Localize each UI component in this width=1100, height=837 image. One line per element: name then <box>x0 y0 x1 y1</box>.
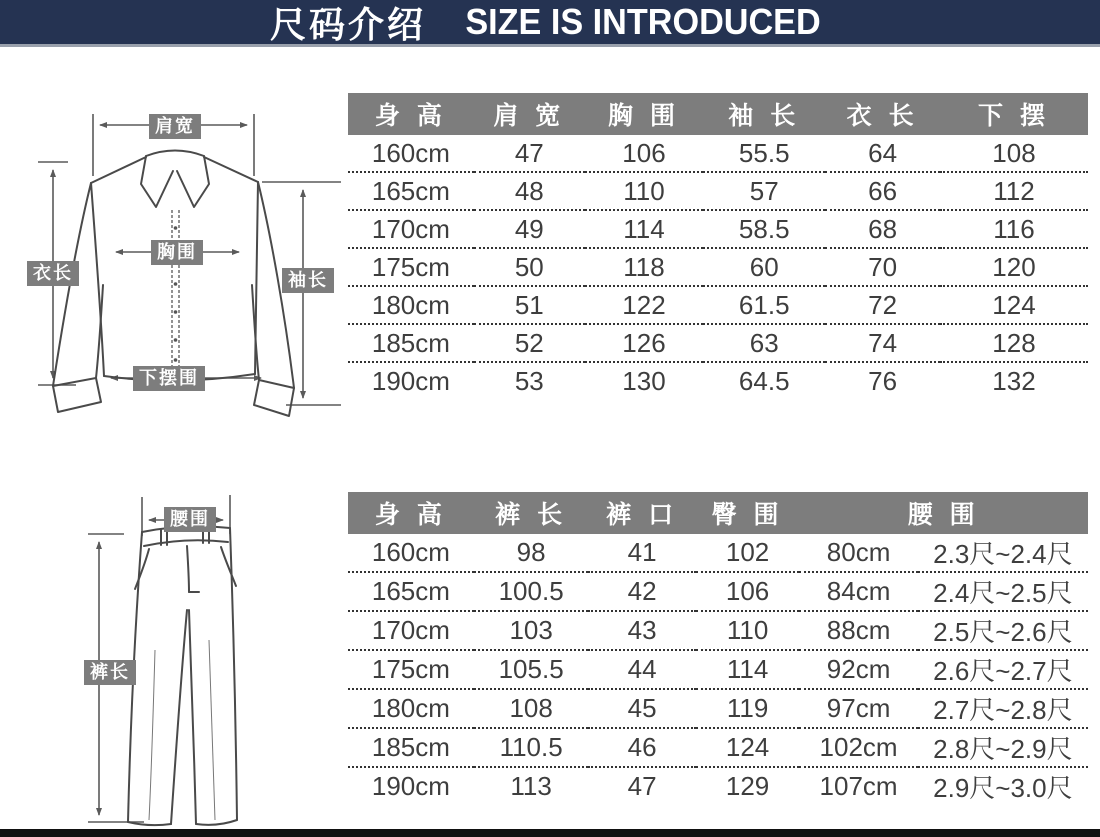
table-cell: 124 <box>696 728 800 767</box>
column-header: 身 高 <box>348 93 474 135</box>
table-cell: 160cm <box>348 135 474 172</box>
table-cell: 180cm <box>348 689 474 728</box>
table-cell: 50 <box>474 248 585 286</box>
table-row <box>348 650 1088 689</box>
table-cell: 70 <box>825 248 940 286</box>
table-cell: 76 <box>868 365 898 396</box>
shirt-table-header <box>348 93 1088 135</box>
table-cell: 53 <box>514 365 544 396</box>
table-cell: 60 <box>703 248 825 286</box>
table-cell: 45 <box>588 689 695 728</box>
table-row <box>348 728 1088 767</box>
table-row <box>348 324 1088 362</box>
table-cell: 175cm <box>348 650 474 689</box>
column-header: 腰 围 <box>799 492 1088 534</box>
pants-measurement-diagram <box>60 470 350 837</box>
table-cell: 102 <box>696 534 800 572</box>
hem-label: 下摆围 <box>133 366 205 391</box>
table-cell: 165cm <box>348 172 474 210</box>
table-cell: 113 <box>510 771 552 801</box>
table-cell: 44 <box>588 650 695 689</box>
table-cell: 57 <box>703 172 825 210</box>
table-cell: 2.4尺~2.5尺 <box>918 572 1088 611</box>
pants-outline <box>128 526 237 825</box>
table-cell: 63 <box>703 324 825 362</box>
table-cell: 41 <box>588 534 695 572</box>
table-row <box>348 286 1088 324</box>
table-cell: 64 <box>825 135 940 172</box>
table-cell: 170cm <box>348 611 474 650</box>
table-cell: 106 <box>696 572 800 611</box>
table-cell: 2.9尺~3.0尺 <box>933 773 1073 803</box>
table-cell: 190cm <box>371 365 450 396</box>
column-header: 裤 长 <box>474 492 589 534</box>
pants-table-header <box>348 492 1088 534</box>
table-row <box>348 248 1088 286</box>
table-cell: 165cm <box>348 572 474 611</box>
page-title-english: SIZE IS INTRODUCED <box>465 1 821 42</box>
shirt-measurement-diagram <box>0 60 345 425</box>
table-cell: 92cm <box>799 650 917 689</box>
table-cell: 114 <box>585 210 703 248</box>
table-cell: 105.5 <box>474 650 589 689</box>
waist-label: 腰围 <box>164 507 216 532</box>
table-cell: 46 <box>588 728 695 767</box>
table-cell: 180cm <box>348 286 474 324</box>
pants-table-body <box>348 534 1088 805</box>
table-cell: 102cm <box>799 728 917 767</box>
table-cell: 110 <box>585 172 703 210</box>
table-row <box>348 689 1088 728</box>
pants-table-header-row <box>348 492 1088 534</box>
table-cell: 116 <box>940 210 1088 248</box>
table-cell: 42 <box>588 572 695 611</box>
table-cell: 66 <box>825 172 940 210</box>
table-cell: 88cm <box>799 611 917 650</box>
table-cell: 124 <box>940 286 1088 324</box>
table-cell: 103 <box>474 611 589 650</box>
table-cell: 47 <box>474 135 585 172</box>
table-cell: 49 <box>474 210 585 248</box>
table-cell: 108 <box>940 135 1088 172</box>
column-header: 臀 围 <box>696 492 800 534</box>
column-header: 袖 长 <box>703 93 825 135</box>
table-cell: 43 <box>588 611 695 650</box>
table-cell: 51 <box>474 286 585 324</box>
table-cell: 120 <box>940 248 1088 286</box>
table-cell: 185cm <box>348 324 474 362</box>
table-cell: 47 <box>627 771 657 801</box>
pants-crease-right <box>209 640 215 820</box>
sleeve-length-label: 袖长 <box>282 268 334 293</box>
table-row <box>348 611 1088 650</box>
table-cell: 110.5 <box>474 728 589 767</box>
shirt-size-table <box>348 93 1088 399</box>
table-cell: 114 <box>696 650 800 689</box>
table-cell: 128 <box>940 324 1088 362</box>
bottom-divider-bar <box>0 829 1100 837</box>
shirt-table-body <box>348 135 1088 399</box>
table-row <box>348 135 1088 172</box>
table-cell: 185cm <box>348 728 474 767</box>
table-cell: 48 <box>474 172 585 210</box>
table-cell: 170cm <box>348 210 474 248</box>
table-cell: 97cm <box>799 689 917 728</box>
table-row <box>348 210 1088 248</box>
table-cell: 61.5 <box>703 286 825 324</box>
shoulder-width-label: 肩宽 <box>149 114 201 139</box>
table-row <box>348 362 1088 399</box>
table-cell: 72 <box>825 286 940 324</box>
table-cell: 52 <box>474 324 585 362</box>
table-cell: 2.7尺~2.8尺 <box>918 689 1088 728</box>
table-cell: 2.3尺~2.4尺 <box>918 534 1088 572</box>
pants-size-table <box>348 492 1088 805</box>
table-cell: 190cm <box>371 771 450 801</box>
table-cell: 126 <box>585 324 703 362</box>
table-cell: 122 <box>585 286 703 324</box>
table-row <box>348 572 1088 611</box>
table-cell: 58.5 <box>703 210 825 248</box>
page-title-banner <box>0 0 1100 47</box>
table-cell: 64.5 <box>738 365 790 396</box>
shirt-table-header-row <box>348 93 1088 135</box>
table-cell: 2.6尺~2.7尺 <box>918 650 1088 689</box>
table-cell: 110 <box>696 611 800 650</box>
table-cell: 112 <box>940 172 1088 210</box>
table-row <box>348 767 1088 805</box>
table-cell: 132 <box>992 365 1036 396</box>
column-header: 衣 长 <box>825 93 940 135</box>
pants-crease-left <box>149 650 155 820</box>
table-row <box>348 534 1088 572</box>
table-cell: 119 <box>696 689 800 728</box>
column-header: 下 摆 <box>940 93 1088 135</box>
table-cell: 108 <box>474 689 589 728</box>
column-header: 身 高 <box>348 492 474 534</box>
column-header: 肩 宽 <box>474 93 585 135</box>
garment-length-label: 衣长 <box>27 261 79 286</box>
table-cell: 2.5尺~2.6尺 <box>918 611 1088 650</box>
table-cell: 98 <box>474 534 589 572</box>
column-header: 胸 围 <box>585 93 703 135</box>
table-cell: 100.5 <box>474 572 589 611</box>
table-cell: 84cm <box>799 572 917 611</box>
pants-length-label: 裤长 <box>84 660 136 685</box>
chest-label: 胸围 <box>151 240 203 265</box>
table-cell: 130 <box>622 365 666 396</box>
table-cell: 175cm <box>348 248 474 286</box>
table-cell: 118 <box>585 248 703 286</box>
table-row <box>348 172 1088 210</box>
table-cell: 74 <box>825 324 940 362</box>
table-cell: 2.8尺~2.9尺 <box>918 728 1088 767</box>
table-cell: 106 <box>585 135 703 172</box>
table-cell: 129 <box>725 771 770 801</box>
page-title-chinese: 尺码介绍 <box>269 3 426 45</box>
table-cell: 107cm <box>819 771 898 801</box>
column-header: 裤 口 <box>588 492 695 534</box>
table-cell: 80cm <box>799 534 917 572</box>
table-cell: 55.5 <box>703 135 825 172</box>
table-cell: 68 <box>825 210 940 248</box>
table-cell: 160cm <box>348 534 474 572</box>
